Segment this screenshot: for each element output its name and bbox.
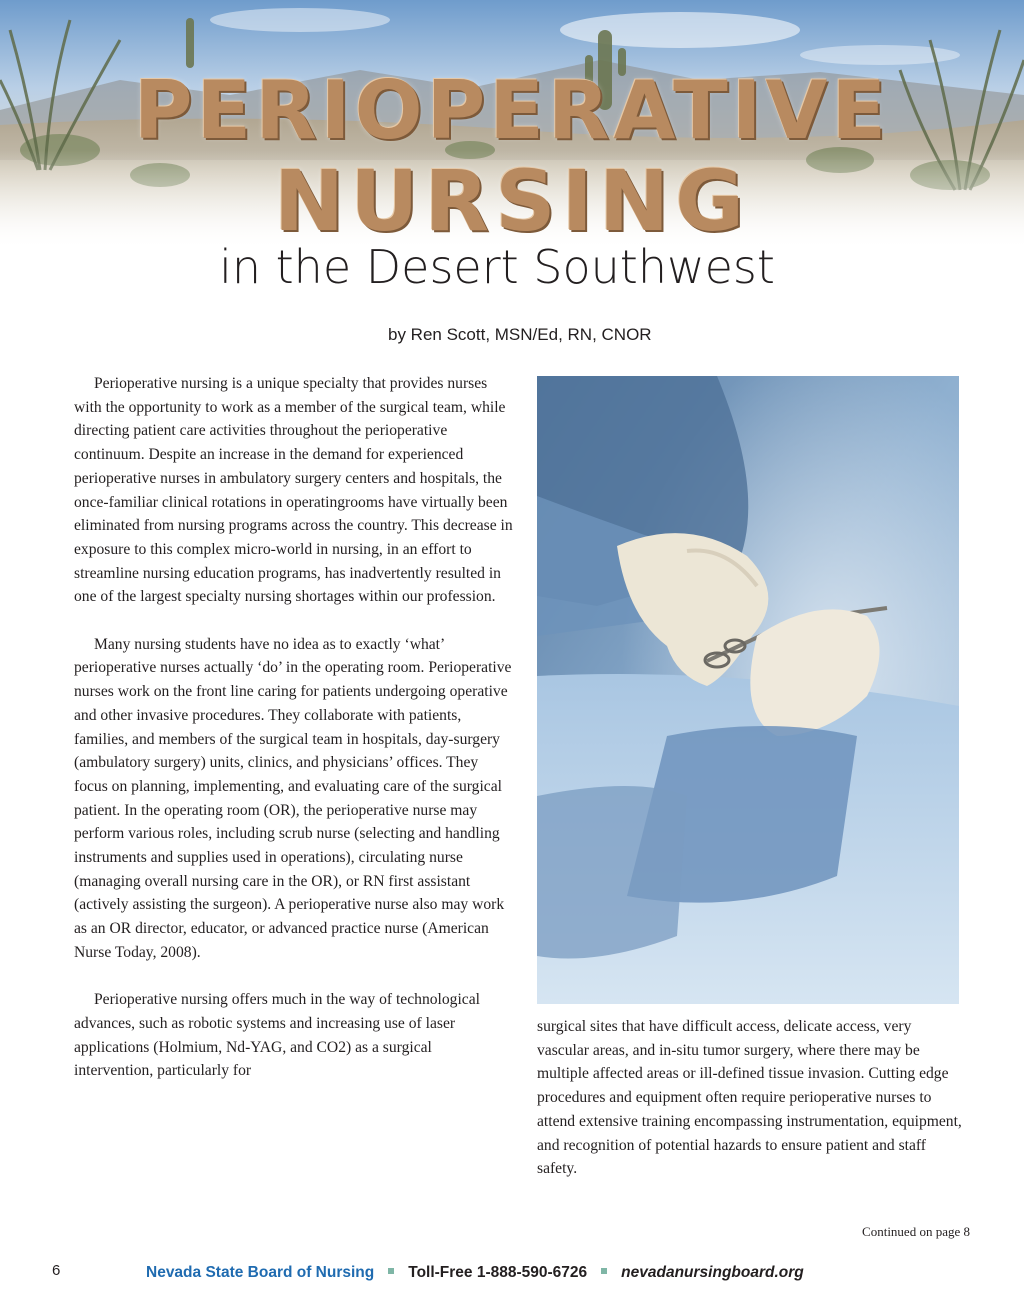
footer-phone: Toll-Free 1-888-590-6726 xyxy=(408,1264,588,1281)
paragraph-3: Perioperative nursing offers much in the way of technological advances, such as robotic systems and increasing use of laser applications (Holmium, Nd-YAG, and CO2) as a surgical intervention, particularly for xyxy=(74,991,480,1080)
title-line-1: PERIOPERATIVE xyxy=(133,64,891,157)
footer-bar xyxy=(146,1264,804,1282)
paragraph-1: Perioperative nursing is a unique specialty that provides nurses with the opportunity to work as a member of the surgical team, while directing patient care activities throughout the perioperative continuum. Despite an increase in the demand for experienced perioperative nurses in ambulatory surgery centers and hospitals, the once-familiar clinical rotations in operatingrooms have virtually been eliminated from nursing programs across the country. This decrease in exposure to this complex micro-world in nursing, in an effort to streamline nursing education programs, has inadvertently resulted in one of the largest specialty nursing shortages within our profession. xyxy=(74,375,513,606)
footer-website-link[interactable]: nevadanursingboard.org xyxy=(621,1264,804,1281)
surgery-hands-image xyxy=(537,376,959,1004)
article-right-column xyxy=(537,1015,967,1181)
byline: by Ren Scott, MSN/Ed, RN, CNOR xyxy=(388,325,652,344)
title-line-2: NURSING xyxy=(273,152,751,250)
subtitle: in the Desert Southwest xyxy=(219,240,775,294)
continued-note: Continued on page 8 xyxy=(862,1224,970,1239)
paragraph-4: surgical sites that have difficult access, delicate access, very vascular areas, and in-situ tumor surgery, where there may be multiple affected areas or ill-defined tissue invasion. Cutting edge procedures and equipment often require perioperative nurses to attend extensive training encompassing instrumentation, equipment, and recognition of potential hazards to ensure patient and staff safety. xyxy=(537,1018,962,1178)
surgical-photo xyxy=(537,376,959,1004)
footer-organization: Nevada State Board of Nursing xyxy=(146,1264,375,1281)
paragraph-2: Many nursing students have no idea as to exactly ‘what’ perioperative nurses actually ‘do’ in the operating room. Perioperative nurses work on the front line caring for patients undergoing operative and other invasive procedures. They collaborate with patients, families, and members of the surgical team in hospitals, day-surgery (ambulatory surgery) units, clinics, and physicians’ offices. They focus on planning, implementing, and evaluating care of the surgical patient. In the operating room (OR), the perioperative nurse may perform various roles, including scrub nurse (selecting and handling instruments and supplies used in operations), circulating nurse (managing overall nursing care in the OR), or RN first assistant (actively assisting the surgeon). A perioperative nurse also may work as an OR director, educator, or advanced practice nurse (American Nurse Today, 2008). xyxy=(74,635,512,961)
footer-separator-1 xyxy=(388,1268,394,1274)
footer-separator-2 xyxy=(601,1268,607,1274)
page-number: 6 xyxy=(52,1262,61,1279)
article-left-column xyxy=(74,372,514,1107)
